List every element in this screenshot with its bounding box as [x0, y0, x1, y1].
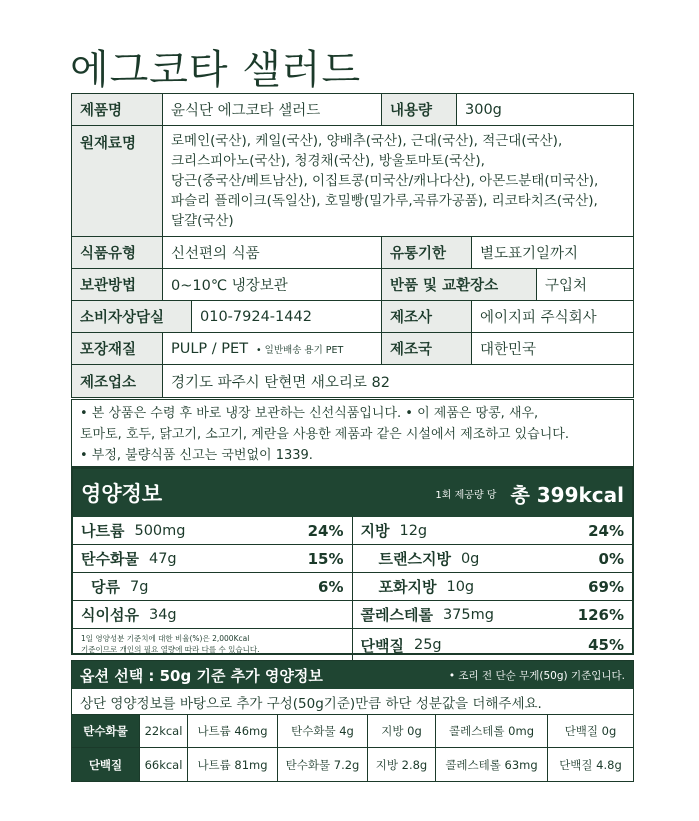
volume-value: 300g	[465, 101, 502, 118]
maker-label: 제조사	[382, 301, 472, 332]
ingredients-value	[163, 126, 633, 236]
row-ingredients	[72, 126, 633, 237]
notice-line: • 본 상품은 수령 후 바로 냉장 보관하는 신선식품입니다. • 이 제품은 땅콩, 새우,	[80, 406, 539, 421]
nutrient-percent: 0%	[598, 549, 624, 568]
country-value: 대한민국	[480, 342, 537, 358]
row-address	[72, 365, 633, 397]
nutrient-row	[353, 629, 633, 661]
nutrition-facts	[71, 467, 634, 655]
expiry-value: 별도표기일까지	[480, 246, 579, 262]
packaging-note: • 일반배송 용기 PET	[256, 344, 344, 356]
maker-value: 에이지피 주식회사	[480, 310, 597, 326]
address-value: 경기도 파주시 탄현면 새오리로 82	[171, 374, 390, 391]
page-title: 에그코타 샐러드	[70, 47, 362, 93]
nutrient-row	[353, 517, 633, 545]
notice-box	[71, 399, 634, 467]
nutrient-percent: 6%	[318, 577, 344, 596]
option-kcal: 22kcal	[140, 715, 188, 747]
ingredients-line: 당근(중국산/베트남산), 이집트콩(미국산/캐나다산), 아몬드분태(미국산),	[171, 173, 599, 189]
storage-label: 보관방법	[72, 269, 163, 300]
nutrient-row	[73, 545, 352, 573]
option-name: 탄수화물	[72, 715, 140, 747]
option-carbs: 탄수화물 4g	[278, 715, 368, 747]
storage-value: 0~10℃ 냉장보관	[163, 269, 382, 300]
nutrient-name: 포화지방	[378, 578, 437, 596]
nutrient-name: 콜레스테롤	[360, 606, 433, 624]
nutrient-name: 탄수화물	[81, 550, 139, 568]
nutrient-row	[353, 545, 633, 573]
nutrient-percent: 24%	[588, 521, 624, 540]
nutrient-name: 트랜스지방	[378, 550, 451, 568]
product-info-table	[71, 93, 634, 398]
packaging-value	[163, 333, 382, 364]
nutrition-footnote	[73, 629, 352, 663]
option-cholesterol: 콜레스테롤 63mg	[436, 748, 548, 781]
option-fat: 지방 2.8g	[368, 748, 436, 781]
nutrition-right-column	[353, 517, 633, 663]
consumer-value: 010-7924-1442	[192, 301, 382, 332]
nutrient-row	[73, 601, 352, 629]
option-header	[72, 661, 633, 689]
nutrient-percent: 45%	[588, 636, 624, 654]
food-type-value: 신선편의 식품	[163, 237, 382, 268]
food-type-label: 식품유형	[72, 237, 163, 268]
nutrient-amount: 47g	[148, 550, 177, 567]
row-storage	[72, 269, 633, 301]
serving-label: 1회 제공량 당	[435, 489, 497, 501]
nutrient-percent: 126%	[577, 605, 624, 624]
nutrient-amount: 34g	[148, 606, 177, 623]
footnote-line: 1일 영양성분 기준치에 대한 비율(%)은 2,000Kcal	[81, 634, 250, 643]
nutrient-name: 단백질	[360, 636, 404, 655]
nutrient-row	[353, 601, 633, 629]
nutrient-amount: 10g	[446, 578, 475, 595]
option-row	[72, 715, 633, 748]
notice-line: • 부정, 불량식품 신고는 국번없이 1339.	[80, 448, 313, 463]
exchange-value: 구입처	[545, 278, 588, 294]
volume-label: 내용량	[382, 94, 457, 125]
option-description: 상단 영양정보를 바탕으로 추가 구성(50g기준)만큼 하단 성분값을 더해주세요.	[72, 689, 633, 715]
nutrition-title: 영양정보	[81, 482, 163, 506]
packaging-material: PULP / PET	[171, 340, 249, 357]
nutrient-row	[353, 573, 633, 601]
option-note: • 조리 전 단순 무게(50g) 기준입니다.	[448, 669, 625, 682]
nutrient-percent: 24%	[307, 521, 344, 540]
row-product-name	[72, 94, 633, 126]
nutrient-amount: 375mg	[442, 606, 494, 623]
exchange-label: 반품 및 교환장소	[382, 269, 537, 300]
consumer-label: 소비자상담실	[72, 301, 192, 332]
packaging-label: 포장재질	[72, 333, 163, 364]
total-calories: 총 399kcal	[510, 482, 624, 507]
option-carbs: 탄수화물 7.2g	[278, 748, 368, 781]
option-sodium: 나트륨 46mg	[188, 715, 278, 747]
product-name-label: 제품명	[72, 94, 163, 125]
address-label: 제조업소	[72, 365, 163, 397]
ingredients-line: 달걀(국산)	[171, 213, 234, 229]
row-consumer	[72, 301, 633, 333]
nutrition-columns	[73, 517, 632, 663]
nutrient-amount: 12g	[399, 522, 428, 539]
row-packaging	[72, 333, 633, 365]
ingredients-line: 로메인(국산), 케일(국산), 양배추(국산), 근대(국산), 적근대(국산),	[171, 133, 563, 149]
nutrient-amount: 500mg	[134, 522, 186, 539]
nutrient-row	[73, 573, 352, 601]
option-sodium: 나트륨 81mg	[188, 748, 278, 781]
country-label: 제조국	[382, 333, 472, 364]
option-name: 단백질	[72, 748, 140, 781]
notice-line: 토마토, 호두, 닭고기, 소고기, 계란을 사용한 제품과 같은 시설에서 제조하고 있습니다.	[80, 427, 569, 442]
nutrient-name: 지방	[360, 522, 390, 540]
product-name-value: 윤식단 에그코타 샐러드	[163, 94, 382, 125]
footnote-line: 기준이므로 개인의 필요 열량에 따라 다를 수 있습니다.	[81, 645, 260, 654]
option-protein: 단백질 4.8g	[559, 757, 622, 772]
option-nutrition-section	[71, 660, 634, 782]
nutrient-amount: 25g	[413, 637, 442, 653]
nutrient-percent: 15%	[307, 549, 344, 568]
option-title: 옵션 선택 : 50g 기준 추가 영양정보	[80, 666, 323, 685]
ingredients-line: 크리스피아노(국산), 청경채(국산), 방울토마토(국산),	[171, 153, 485, 169]
option-kcal: 66kcal	[140, 748, 188, 781]
option-fat: 지방 0g	[368, 715, 436, 747]
nutrient-name: 당류	[91, 578, 120, 596]
option-table	[72, 715, 633, 781]
nutrient-percent: 69%	[588, 577, 624, 596]
option-protein: 단백질 0g	[564, 724, 617, 738]
nutrient-amount: 0g	[460, 550, 480, 567]
nutrient-name: 나트륨	[81, 522, 125, 540]
expiry-label: 유통기한	[382, 237, 472, 268]
nutrient-amount: 7g	[129, 578, 149, 595]
nutrient-name: 식이섬유	[81, 606, 139, 624]
option-row	[72, 748, 633, 781]
option-cholesterol: 콜레스테롤 0mg	[436, 715, 548, 747]
ingredients-label: 원재료명	[72, 126, 163, 236]
nutrition-header	[73, 469, 632, 517]
row-food-type	[72, 237, 633, 269]
nutrition-left-column	[73, 517, 353, 663]
nutrient-row	[73, 517, 352, 545]
ingredients-line: 파슬리 플레이크(독일산), 호밀빵(밀가루,곡류가공품), 리코타치즈(국산),	[171, 193, 598, 209]
